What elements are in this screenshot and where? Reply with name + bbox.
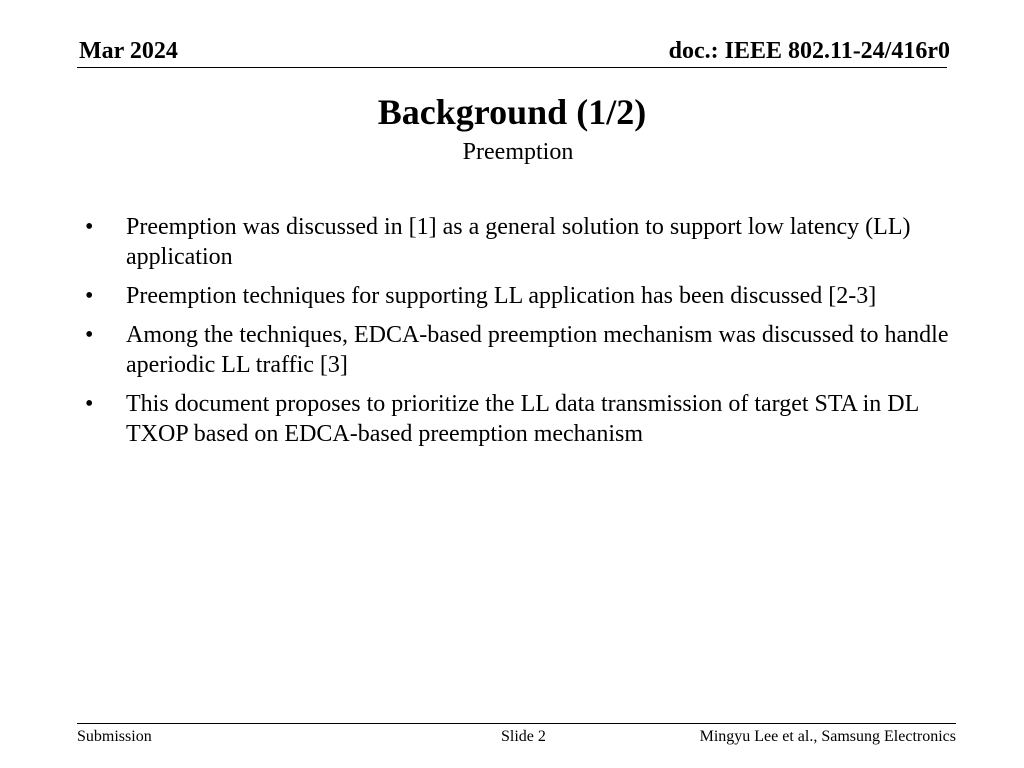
footer-slide-number: Slide 2 bbox=[501, 728, 546, 745]
bullet-marker: • bbox=[85, 391, 94, 417]
bullet-list bbox=[85, 212, 955, 458]
bullet-marker: • bbox=[85, 214, 94, 240]
slide-title: Background (1/2) bbox=[377, 92, 647, 132]
footer-divider bbox=[77, 723, 956, 724]
bullet-text-2: Preemption techniques for supporting LL application has been discussed [2-3] bbox=[126, 283, 877, 309]
footer-submission: Submission bbox=[77, 728, 152, 745]
bullet-text-3: Among the techniques, EDCA-based preemption mechanism was discussed to handle aperiodic LL traffic [3] bbox=[126, 322, 949, 378]
header-doc-id: doc.: IEEE 802.11-24/416r0 bbox=[668, 38, 950, 64]
bullet-item-1 bbox=[85, 212, 955, 272]
footer-authors: Mingyu Lee et al., Samsung Electronics bbox=[699, 728, 956, 745]
bullet-item-2 bbox=[85, 281, 955, 311]
header-date: Mar 2024 bbox=[79, 38, 178, 64]
header-divider bbox=[77, 67, 947, 68]
bullet-marker: • bbox=[85, 283, 94, 309]
slide-subtitle: Preemption bbox=[462, 139, 574, 165]
bullet-text-4: This document proposes to prioritize the LL data transmission of target STA in DL TXOP based on EDCA-based preemption mechanism bbox=[126, 391, 919, 447]
bullet-item-4 bbox=[85, 389, 955, 449]
bullet-text-1: Preemption was discussed in [1] as a general solution to support low latency (LL) application bbox=[126, 214, 911, 270]
bullet-marker: • bbox=[85, 322, 94, 348]
bullet-item-3 bbox=[85, 320, 955, 380]
